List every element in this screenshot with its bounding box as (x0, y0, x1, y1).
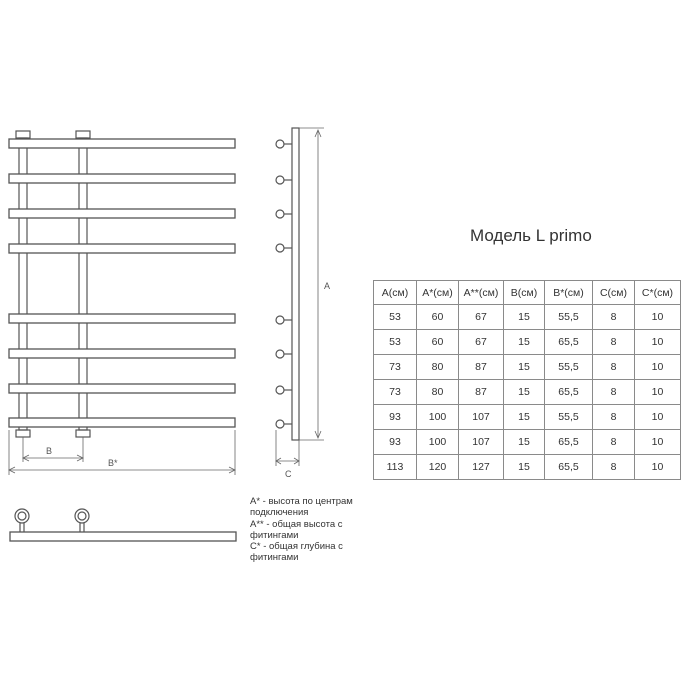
table-cell: 65,5 (545, 455, 593, 480)
table-cell: 73 (374, 355, 417, 380)
table-cell: 93 (374, 430, 417, 455)
column-header: B(см) (504, 281, 545, 305)
table-cell: 127 (459, 455, 504, 480)
column-header: B*(см) (545, 281, 593, 305)
table-row (374, 305, 681, 330)
table-row (374, 430, 681, 455)
front-view (9, 131, 235, 475)
table-cell: 53 (374, 305, 417, 330)
note-a-star: А* - высота по центрам подключения (250, 496, 353, 519)
rail (9, 174, 235, 183)
table-cell: 87 (459, 355, 504, 380)
table-cell: 10 (635, 380, 681, 405)
rail (9, 418, 235, 427)
table-cell: 8 (593, 355, 635, 380)
table-cell: 15 (504, 455, 545, 480)
column-header: C*(см) (635, 281, 681, 305)
top-right-fitting (76, 131, 90, 138)
table-cell: 55,5 (545, 405, 593, 430)
dimension-c-label: C (285, 469, 292, 479)
table-cell: 80 (417, 355, 459, 380)
rail-end (276, 176, 284, 184)
rail-end (276, 244, 284, 252)
table-row (374, 405, 681, 430)
top-view-fitting (75, 509, 89, 523)
table-cell: 15 (504, 405, 545, 430)
table-cell: 15 (504, 305, 545, 330)
table-cell: 65,5 (545, 380, 593, 405)
table-cell: 67 (459, 330, 504, 355)
table-cell: 100 (417, 405, 459, 430)
table-row (374, 355, 681, 380)
bottom-right-fitting (76, 430, 90, 437)
rail-end (276, 140, 284, 148)
table-cell: 15 (504, 355, 545, 380)
table-cell: 15 (504, 380, 545, 405)
table-cell: 8 (593, 405, 635, 430)
bottom-left-fitting (16, 430, 30, 437)
column-header: A*(см) (417, 281, 459, 305)
rail-end (276, 210, 284, 218)
model-title: Модель L primo (470, 226, 592, 245)
rail (9, 349, 235, 358)
rail (9, 209, 235, 218)
rail (9, 139, 235, 148)
table-row (374, 380, 681, 405)
table-cell: 8 (593, 380, 635, 405)
table-cell: 10 (635, 355, 681, 380)
dimension-b-label: B (46, 446, 53, 456)
dimension-a-label: A (324, 281, 331, 291)
table-cell: 87 (459, 380, 504, 405)
rail-end (276, 420, 284, 428)
dimensions-table (373, 280, 681, 480)
table-cell: 10 (635, 455, 681, 480)
table-cell: 8 (593, 330, 635, 355)
rail-end (276, 386, 284, 394)
table-cell: 100 (417, 430, 459, 455)
column-header: C(см) (593, 281, 635, 305)
top-view (10, 509, 236, 541)
rail (9, 314, 235, 323)
column-header: A**(см) (459, 281, 504, 305)
table-cell: 73 (374, 380, 417, 405)
table-cell: 120 (417, 455, 459, 480)
top-view-fitting (15, 509, 29, 523)
rail (9, 244, 235, 253)
table-cell: 8 (593, 430, 635, 455)
rail-end (276, 350, 284, 358)
table-cell: 60 (417, 305, 459, 330)
table-cell: 113 (374, 455, 417, 480)
table-cell: 53 (374, 330, 417, 355)
rail-end (276, 316, 284, 324)
table-cell: 65,5 (545, 330, 593, 355)
table-cell: 67 (459, 305, 504, 330)
table-cell: 8 (593, 305, 635, 330)
top-left-fitting (16, 131, 30, 138)
note-c-star: С* - общая глубина с фитингами (250, 541, 343, 564)
table-cell: 107 (459, 405, 504, 430)
top-view-rail (10, 532, 236, 541)
table-header-row (374, 281, 681, 305)
table-cell: 80 (417, 380, 459, 405)
table-cell: 93 (374, 405, 417, 430)
side-collector (292, 128, 299, 440)
side-view (276, 128, 330, 479)
table-cell: 15 (504, 330, 545, 355)
table-row (374, 330, 681, 355)
table-cell: 10 (635, 330, 681, 355)
table-cell: 8 (593, 455, 635, 480)
rail (9, 384, 235, 393)
table-cell: 107 (459, 430, 504, 455)
column-header: A(см) (374, 281, 417, 305)
note-a-double-star: А** - общая высота с фитингами (250, 518, 343, 541)
table-cell: 10 (635, 430, 681, 455)
side-rail-ends (276, 140, 292, 428)
table-cell: 60 (417, 330, 459, 355)
table-cell: 10 (635, 305, 681, 330)
table-cell: 10 (635, 405, 681, 430)
table-cell: 55,5 (545, 355, 593, 380)
dimension-b-star-label: B* (108, 458, 118, 468)
table-cell: 65,5 (545, 430, 593, 455)
table-cell: 15 (504, 430, 545, 455)
dimension-notes (250, 496, 380, 564)
table-cell: 55,5 (545, 305, 593, 330)
table-row (374, 455, 681, 480)
